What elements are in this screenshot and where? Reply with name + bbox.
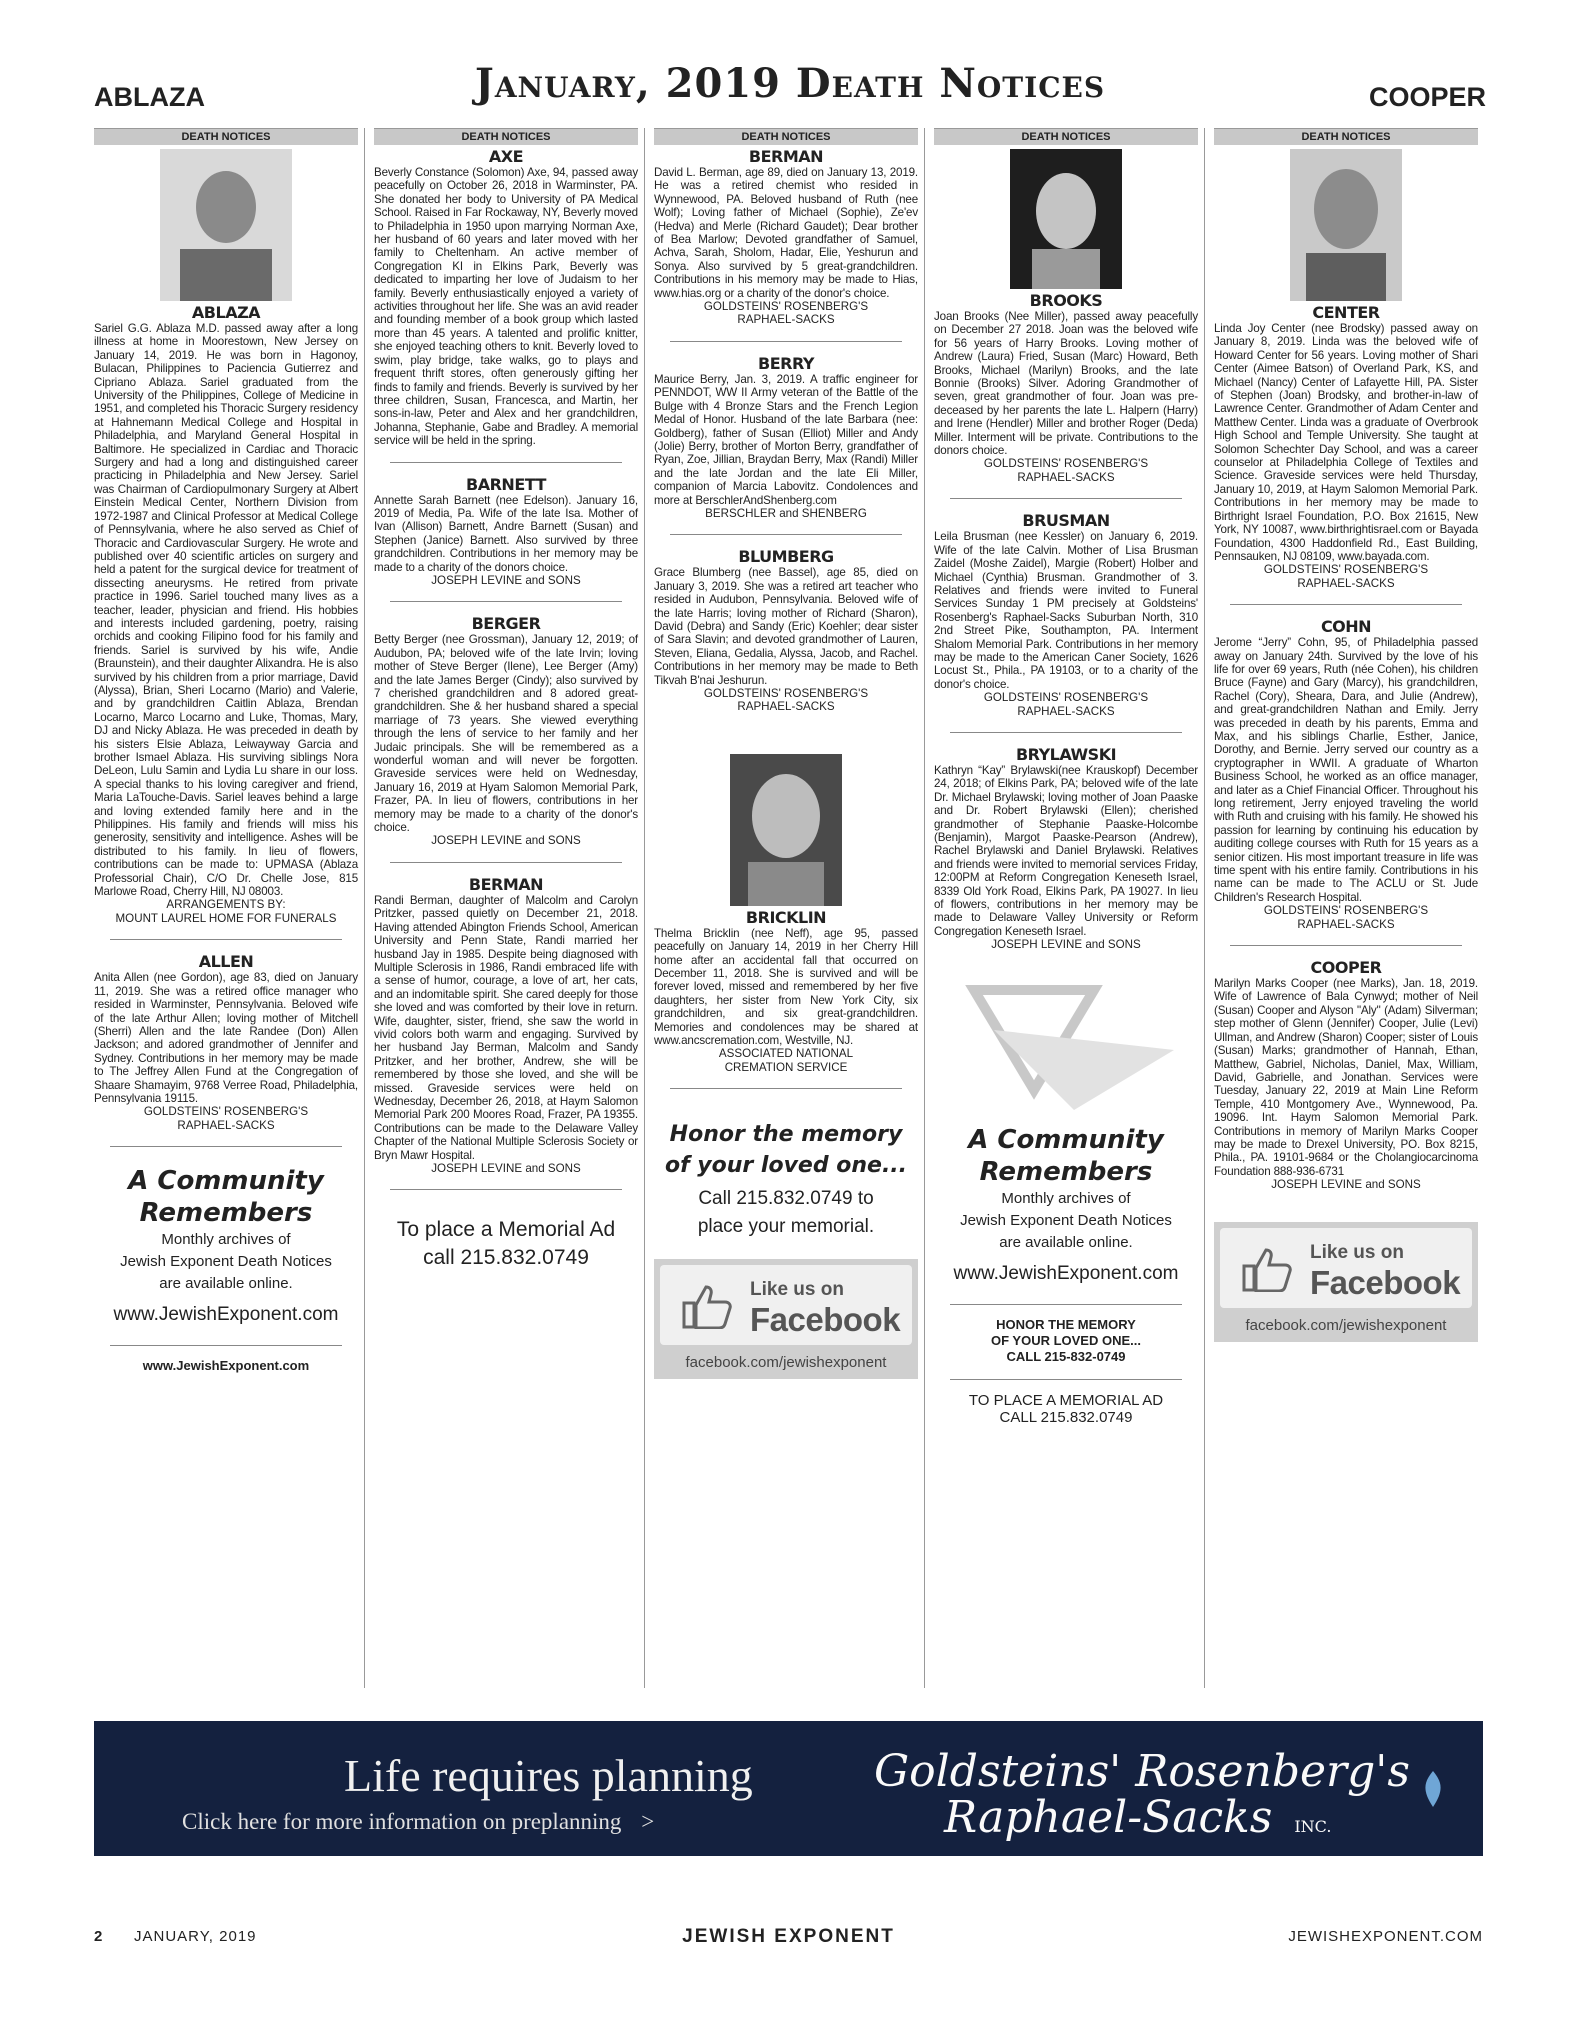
ad-title: Remembers xyxy=(139,1198,313,1229)
notice-name: BRYLAWSKI xyxy=(1015,744,1117,764)
notice-name: CENTER xyxy=(1312,303,1380,322)
facebook-like-text: Like us on xyxy=(1310,1241,1404,1263)
divider xyxy=(670,341,902,342)
header-last-name: COOPER xyxy=(1368,82,1486,112)
ad-title: A Community xyxy=(128,1166,324,1197)
facebook-name: Facebook xyxy=(750,1301,901,1339)
notice-name: BROOKS xyxy=(1029,291,1103,310)
divider xyxy=(110,1345,342,1346)
divider xyxy=(950,1304,1182,1305)
funeral-home: JOSEPH LEVINE and SONS xyxy=(991,938,1141,952)
column-1 xyxy=(94,128,358,1373)
funeral-home: GOLDSTEINS' ROSENBERG'S xyxy=(703,687,869,700)
notice-text: Marilyn Marks Cooper (nee Marks), Jan. 18, 2019. Wife of Lawrence of Bala Cynwyd; mother of Neil (Susan) Cooper and Alyson "Aly" (Adam) Silverman; step mother of Glenn (Jennifer) Cooper, Julie (Levi) Ullman, and Andrew (Sharon) Cooper; sister of Louis (Susan) Marks; grandmother of Hannah, Ethan, Matthew, Gabriel, Nicholas, Daniel, Max, William, David, Gabrielle, and Jonathan. Services were Tuesday, January 22, 2019 at Main Line Reform Temple, 410 Montgomery Ave., Wynnewood, Pa. 19096. Int. Haym Salomon Memorial Park. Contributions in memory of Marilyn Marks Cooper may be made to Drexel University, PO. Box 8215, Phila., PA. 19101-9684 or the Cholangiocarcinoma Foundation 888-936-6731 xyxy=(1214,977,1478,1178)
column-rule xyxy=(1204,128,1205,1688)
facebook-name: Facebook xyxy=(1310,1263,1461,1301)
ad-line: Jewish Exponent Death Notices xyxy=(960,1211,1172,1229)
community-remembers-ad[interactable] xyxy=(934,1124,1198,1290)
notice-text: Linda Joy Center (nee Brodsky) passed away on January 8, 2019. Linda was the beloved wife of Howard Center for 56 years. Loving mother of Shari Center (Aimee Batson) of Overland Park, KS, and Michael (Nancy) Center of Lafayette Hill, PA. Sister of Stephen (Joan) Brodsky, and brother-in-law of Lawrence Center. Grandmother of Adam Center and Matthew Center. Linda was a graduate of Overbrook High School and Temple University. She taught at Solomon Schechter Day School, and was a career counselor at Philadelphia College of Textiles and Science. Graveside services were held Thursday, January 10, 2019, at Haym Salomon Memorial Park. Contributions in her memory may be made to Birthright Israel Foundation, P.O. Box 21615, New York, NY 10087, www.birthrightisrael.com or Bayada Foundation, 4300 Haddonfield Rd., East Building, Pennsauken, NJ 08109, www.bayada.com. xyxy=(1214,322,1478,563)
divider xyxy=(1230,604,1462,605)
ad-line: Jewish Exponent Death Notices xyxy=(120,1253,332,1271)
divider xyxy=(1230,945,1462,946)
notice-name: BLUMBERG xyxy=(738,547,834,567)
logo-line xyxy=(874,1792,1410,1850)
page-header xyxy=(94,60,1486,118)
divider xyxy=(950,498,1182,499)
column-rule xyxy=(924,128,925,1688)
funeral-home: MOUNT LAUREL HOME FOR FUNERALS xyxy=(115,911,337,925)
page-number: 2 xyxy=(94,1928,103,1945)
funeral-home: RAPHAEL-SACKS xyxy=(1017,704,1115,718)
section-label: DEATH NOTICES xyxy=(934,128,1198,145)
funeral-home: JOSEPH LEVINE and SONS xyxy=(1271,1178,1421,1192)
flame-icon xyxy=(1413,1769,1453,1809)
funeral-home: RAPHAEL-SACKS xyxy=(1297,576,1395,590)
notice-text: Betty Berger (nee Grossman), January 12, 2019; of Audubon, PA; beloved wife of the late Irvin; loving mother of Steve Berger (Ilene), Lee Berger (Amy) and the late James Berger (Cindy); also survived by 7 cherished grandchildren and 8 adored great-grandchildren. She & her husband shared a special marriage of 73 years. She viewed everything through the lens of service to her family and her Judaic principals. She will be remembered as a wonderful woman and will never be forgotten. Graveside services were held on Wednesday, January 16, 2019 at Hyam Salomon Memorial Park, Frazer, PA. In lieu of flowers, contributions in her memory may be made to a charity of the donor's choice. xyxy=(374,633,638,835)
divider xyxy=(390,601,622,602)
funeral-home: GOLDSTEINS' ROSENBERG'S xyxy=(983,457,1149,471)
funeral-home: ARRANGEMENTS BY: xyxy=(166,898,286,912)
funeral-home: RAPHAEL-SACKS xyxy=(1017,470,1115,484)
funeral-home: GOLDSTEINS' ROSENBERG'S xyxy=(703,300,869,314)
column-rule xyxy=(644,128,645,1688)
divider xyxy=(390,862,622,863)
ad-line: Monthly archives of xyxy=(161,1231,291,1249)
facebook-ad[interactable] xyxy=(654,1259,918,1379)
ad-line: CALL 215.832.0749 xyxy=(999,1408,1133,1426)
notice-text: David L. Berman, age 89, died on January 13, 2019. He was a retired chemist who resided in Wynnewood, PA. Beloved husband of Ruth (nee Wolf); Loving father of Michael (Sophie), Ze'ev (Hedva) and Merle (Richard Gaudet); Dear brother of Bea Marlow; Devoted grandfather of Samuel, Achva, Sarah, Sholom, Hadar, Elie, Yeshurun and Sonya. Also survived by 5 great-grandchildren. Contributions in his memory may be made to Hias, www.hias.org or a charity of the donor's choice. xyxy=(654,166,918,300)
goldsteins-logo xyxy=(874,1746,1410,1850)
ad-line: TO PLACE A MEMORIAL AD xyxy=(968,1391,1164,1409)
notice-name: BERMAN xyxy=(748,147,824,166)
footer-date: JANUARY, 2019 xyxy=(134,1928,257,1945)
funeral-home: RAPHAEL-SACKS xyxy=(737,313,835,327)
thumbs-up-icon xyxy=(1240,1246,1294,1292)
star-of-david-graphic xyxy=(934,970,1198,1120)
funeral-home: GOLDSTEINS' ROSENBERG'S xyxy=(983,691,1149,705)
ad-line: CALL 215-832-0749 xyxy=(1006,1348,1126,1364)
funeral-home: GOLDSTEINS' ROSENBERG'S xyxy=(1263,563,1429,577)
honor-caps-ad[interactable] xyxy=(934,1317,1198,1365)
notice-text: Randi Berman, daughter of Malcolm and Carolyn Pritzker, passed quietly on December 21, 2018. Having attended Abington Friends School, American University and Penn State, Randi married her husband Jay in 1985. Despite being diagnosed with Multiple Sclerosis in 1986, Randi embraced life with a sense of humor, courage, a love of art, her cats, and an indomitable spirit. She cared deeply for those she loved and was comforted by their love in return. Wife, daughter, sister, friend, she saw the world in vivid colors both warm and engaging. Survived by her husband Jay Berman, Malcolm and Sandy Pritzker, and her brother, Andrew, she will be remembered by those she loved, and she will be missed. Graveside services were held on Wednesday, December 26, 2018, at Haym Salomon Memorial Park 200 Moores Road, Frazer, PA 19355. Contributions can be made to the Delaware Valley Chapter of the National Multiple Sclerosis Society or Bryn Mawr Hospital. xyxy=(374,893,638,1162)
ad-line: Monthly archives of xyxy=(1001,1189,1131,1207)
brooks-photo xyxy=(1010,149,1122,289)
divider xyxy=(110,939,342,940)
notice-text: Grace Blumberg (nee Bassel), age 85, died on January 3, 2019. She was a retired art teacher who resided in Audubon, Pennsylvania. Beloved wife of the late Harris; loving mother of Richard (Sharon), David (Debra) and Sandy (Eric) Koehler; dear sister of Sara Slavin; and devoted grandmother of Lauren, Steven, Eliana, Gedalia, Alyssa, Jacob, and Rachel. Contributions in her memory may be made to Beth Tikvah B'nai Jeshurun. xyxy=(654,566,918,687)
notice-name: BERRY xyxy=(758,353,814,373)
preplanning-banner-ad[interactable] xyxy=(94,1721,1483,1856)
notice-name: BERGER xyxy=(471,614,541,634)
footer-site[interactable]: JEWISHEXPONENT.COM xyxy=(1288,1928,1483,1945)
funeral-home: BERSCHLER and SHENBERG xyxy=(705,506,867,520)
funeral-home: ASSOCIATED NATIONAL xyxy=(718,1047,854,1061)
funeral-home: GOLDSTEINS' ROSENBERG'S xyxy=(143,1105,309,1119)
logo-text: Raphael-Sacks xyxy=(944,1792,1273,1843)
chevron-right-icon: > xyxy=(641,1809,655,1834)
memorial-caps-ad[interactable] xyxy=(934,1392,1198,1426)
divider xyxy=(390,1189,622,1190)
ad-title: Remembers xyxy=(979,1156,1153,1187)
community-remembers-ad[interactable] xyxy=(94,1165,358,1331)
center-photo xyxy=(1290,149,1402,301)
facebook-ad[interactable] xyxy=(1214,1222,1478,1342)
notice-name: COOPER xyxy=(1310,958,1382,978)
divider xyxy=(950,1379,1182,1380)
section-label: DEATH NOTICES xyxy=(1214,128,1478,145)
notice-name: ABLAZA xyxy=(191,303,261,322)
funeral-home: RAPHAEL-SACKS xyxy=(177,1118,275,1132)
ad-line: are available online. xyxy=(159,1275,293,1293)
divider xyxy=(670,534,902,535)
notice-text: Kathryn “Kay” Brylawski(nee Krauskopf) December 24, 2018; of Elkins Park, PA; beloved wife of the late Dr. Michael Brylawski; loving mother of Joan Paaske and Dr. Robert Brylawski (Ellen); cherished grandmother of Stephanie Paaske-Holcombe (Benjamin), Margot Paaske-Pearson (Andrew), Rachel Brylawski and Daniel Brylawski. Relatives and friends were invited to memorial services Friday, 12:00PM at Reform Congregation Keneseth Israel, 8339 Old York Road, Elkins Park, PA 19027. In lieu of flowers, contributions in her memory may be made to Delaware Valley University or Reform Congregation Keneseth Israel. xyxy=(934,763,1198,938)
notice-name: BRICKLIN xyxy=(745,907,827,927)
notice-text: Joan Brooks (Nee Miller), passed away peacefully on December 27 2018. Joan was the beloved wife for 56 years of Harry Brooks. Loving mother of Andrew (Laura) Fried, Susan (Marc) Howard, Beth Brooks, Michael (Marilyn) Brooks, and the late Bonnie (Brooks) Silver. Adoring Grandmother of seven, great grandmother of four. Joan was pre-deceased by her parents the late L. Halpern (Harry) and Irene (Hendler) Miller and brother Roger (Deda) Miller. Interment will be private. Contributions to the donors choice. xyxy=(934,310,1198,458)
notice-text: Jerome “Jerry” Cohn, 95, of Philadelphia passed away on January 24th. Survived by the love of his life for over 69 years, Ruth (née Cohen), his children Bruce (Fayne) and Gary (Marcy), his grandchildren, Rachel (Cory), Sheara, Dara, and Julie (Andrew), and great-grandchildren Nathan and Emily. Jerry was preceded in death by his parents, Emma and Max, and his siblings Charlie, Esther, Janice, Dorothy, and Bernie. Jerry served our country as a cryptographer in WWII. A graduate of Wharton Business School, he worked as an office manager, and later as a Chief Financial Officer. Throughout his long retirement, Jerry enjoyed traveling the world with Ruth and cruising with his family. He showed his passion for learning by continuing his education by auditing college courses with Ruth for 15 years as a senior citizen. His most important treasure in life was time spent with his entire family. Contributions in his name can be made to The ACLU or St. Jude Children's Research Hospital. xyxy=(1214,636,1478,904)
column-4 xyxy=(934,128,1198,1426)
banner-subline: Click here for more information on preplanning xyxy=(182,1809,622,1834)
section-label: DEATH NOTICES xyxy=(374,128,638,145)
logo-line: Goldsteins' Rosenberg's xyxy=(874,1746,1410,1797)
facebook-url[interactable]: facebook.com/jewishexponent xyxy=(685,1354,887,1372)
notice-name: BRUSMAN xyxy=(1022,511,1110,531)
ad-title: Honor the memory xyxy=(669,1122,903,1148)
notice-text: Sariel G.G. Ablaza M.D. passed away after a long illness at home in Moorestown, New Jersey on January 14, 2019. He was born in Hagonoy, Bulacan, Philippines to Paciencia Gutierrez and Cipriano Ablaza. Sariel graduated from the University of the Philippines, College of Medicine in 1951, and completed his Thoracic Surgery residency at Hahnemann Medical College and Hospital in Philadelphia, and Maryland General Hospital in Baltimore. He specialized in Cardiac and Thoracic Surgery and had a long and distinguished career practicing in Philadelphia and New Jersey. Sariel was Chairman of Cardiopulmonary Surgery at Albert Einstein Medical Center, Northern Division from 1972-1987 and Clinical Professor at Medical College of Pennsylvania, where he also served as Chief of Thoracic and Cardiovascular Surgery. He wrote and published over 40 scientific articles on surgery and held a patent for the surgical device for treatment of dissecting aneurysms. He retired from private practice in 1996. Sariel touched many lives as a teacher, leader, physician and friend. His hobbies and interests included gardening, poetry, raising orchids and cooking Filipino food for his family and friends. Sariel is survived by his wife, Andie (Braunstein), and their daughter Alixandra. He is also survived by his children from a prior marriage, David (Alyssa), Brian, Sheri Locarno (Mario) and Valerie, and by grandchildren Caitlin Ablaza, Brendan Locarno, Marco Locarno and Luke, Thomas, Mary, DJ and Nicky Ablaza. He was preceded in death by his sisters Elsie Ablaza, Leiwayway Garcia and brother Ismael Ablaza. His surviving siblings Nora DeLeon, Lulu Samin and Lydia Lu share in our loss. A special thanks to his loving caregiver and friend, Maria LaTouche-Davis. Sariel leaves behind a large and loving extended family here and in the Philippines. His family and friends will miss his generosity, sensitivity and intelligence. Ashes will be distributed to his family. In lieu of flowers, contributions can be made to: UPMASA (Ablaza Professorial Chair), C/O Dr. Chelle Jose, 815 Marlowe Road, Cherry Hill, NJ 08003. xyxy=(94,322,358,899)
column-2 xyxy=(374,128,638,1272)
notice-text: Maurice Berry, Jan. 3, 2019. A traffic engineer for PENNDOT, WW II Army veteran of the Battle of the Bulge with 4 Bronze Stars and the French Legion Medal of Honor. Husband of the late Barbara (nee: Goldberg), father of Susan (Elliot) Miller and Andy (Jolie) Berry, brother of Morton Berry, grandfather of Ryan, Zoe, Jillian, Braydan Berry, Max (Randi) Miller and the late Jordan and the late Eli Miller, companion of Marcia Labovitz. Condolences and more at BerschlerAndShenberg.com xyxy=(654,372,918,507)
funeral-home: JOSEPH LEVINE and SONS xyxy=(431,573,581,587)
column-3 xyxy=(654,128,918,1379)
funeral-home: JOSEPH LEVINE and SONS xyxy=(431,1162,581,1175)
ad-line: To place a Memorial Ad xyxy=(396,1218,616,1242)
funeral-home: CREMATION SERVICE xyxy=(724,1060,848,1074)
divider xyxy=(110,1146,342,1147)
ablaza-photo xyxy=(160,149,292,301)
page-footer xyxy=(94,1928,1483,1948)
divider xyxy=(670,1088,902,1089)
website-link[interactable]: www.JewishExponent.com xyxy=(953,1262,1179,1284)
funeral-home: JOSEPH LEVINE and SONS xyxy=(431,834,581,848)
notice-name: BERMAN xyxy=(468,874,544,894)
funeral-home: RAPHAEL-SACKS xyxy=(1297,917,1395,931)
honor-memory-ad[interactable] xyxy=(654,1119,918,1241)
divider xyxy=(390,462,622,463)
ad-line: are available online. xyxy=(999,1233,1133,1251)
banner-link[interactable] xyxy=(182,1809,654,1835)
section-label: DEATH NOTICES xyxy=(654,128,918,145)
facebook-badge xyxy=(1220,1228,1472,1308)
divider xyxy=(950,732,1182,733)
notice-name: COHN xyxy=(1320,617,1372,637)
funeral-home: RAPHAEL-SACKS xyxy=(737,700,835,714)
thumbs-up-icon xyxy=(680,1283,734,1329)
section-label: DEATH NOTICES xyxy=(94,128,358,145)
ad-title: of your loved one... xyxy=(664,1153,908,1179)
bricklin-photo xyxy=(730,754,842,906)
facebook-url[interactable]: facebook.com/jewishexponent xyxy=(1245,1316,1447,1334)
page-title: January, 2019 Death Notices xyxy=(474,60,1106,107)
ad-line: HONOR THE MEMORY xyxy=(996,1316,1136,1332)
memorial-ad[interactable] xyxy=(374,1216,638,1272)
facebook-badge xyxy=(660,1265,912,1345)
notice-text: Leila Brusman (nee Kessler) on January 6, 2019. Wife of the late Calvin. Mother of Lisa Brusman Zaidel (Moshe Zaidel), Margie (Robert) Holber and Michael (Cynthia) Brusman. Grandmother of 3. Relatives and friends were invited to Funeral Services Sunday 1 PM precisely at Goldsteins' Rosenberg's Raphael-Sacks Suburban North, 310 2nd Street Pike, Southampton, PA. Interment Shalom Memorial Park. Contributions in her memory may be made to the American Caner Society, 1626 Locust St., Phila., PA 19103, or to a charity of the donor's choice. xyxy=(934,530,1198,691)
notice-text: Thelma Bricklin (nee Neff), age 95, passed peacefully on January 14, 2019 in her Cherry Hill home after an accidental fall that occurred on December 11, 2018. She is survived and will be forever loved, missed and remembered by her five daughters, her sister from New York City, six grandchildren, and six great-grandchildren. Memories and condolences may be shared at www.ancscremation.com, Westville, NJ. xyxy=(654,926,918,1048)
notice-text: Beverly Constance (Solomon) Axe, 94, passed away peacefully on October 26, 2018 in Warminster, PA. She donated her body to University of PA Medical School. Raised in Far Rockaway, NY, Beverly moved to Philadelphia in 1950 upon marrying Norman Axe, her husband of 60 years and later moved with her family to Cheltenham. An active member of Congregation KI in Elkins Park, Beverly was dedicated to imparting her love of Judaism to her family. Beverly enthusiastically enjoyed a variety of activities throughout her life. She was an avid reader and founding member of a book group which lasted more than 45 years. A talented and prolific knitter, she enjoyed teaching others to knit. Beverly loved to swim, play bridge, take walks, go to plays and frequent thrift stores, often generously gifting her finds to family and friends. Beverly is survived by her three children, Susan, Francesca, and Martin, her sons-in-law, Peter and Alex and her grandchildren, Johanna, Stephanie, Gabe and Bradley. A memorial service will be held in the spring. xyxy=(374,166,638,448)
header-first-name: ABLAZA xyxy=(94,82,205,112)
ad-line: Call 215.832.0749 to xyxy=(698,1188,874,1210)
notice-name: AXE xyxy=(488,147,524,166)
ad-line: OF YOUR LOVED ONE... xyxy=(990,1332,1141,1348)
notice-name: ALLEN xyxy=(198,952,254,972)
ad-line: call 215.832.0749 xyxy=(423,1246,589,1270)
publication-name: JEWISH EXPONENT xyxy=(682,1926,895,1947)
funeral-home: GOLDSTEINS' ROSENBERG'S xyxy=(1263,904,1429,918)
column-rule xyxy=(364,128,365,1688)
notice-name: BARNETT xyxy=(466,474,546,494)
column-5 xyxy=(1214,128,1478,1342)
website-link[interactable]: www.JewishExponent.com xyxy=(142,1358,310,1374)
logo-inc: INC. xyxy=(1294,1817,1332,1836)
notice-text: Anita Allen (nee Gordon), age 83, died on January 11, 2019. She was a retired office manager who resided in Warminster, Pennsylvania. Beloved wife of the late Arthur Allen; loving mother of Mitchell (Sherri) Allen and the late Randee (Don) Allen Jackson; and adored grandmother of Jennifer and Sydney. Contributions in her memory may be made to The Jeffrey Allen Fund at the Congregation of Shaare Shamayim, 9768 Verree Road, Philadelphia, Pennsylvania 19115. xyxy=(94,971,358,1105)
ad-title: A Community xyxy=(968,1124,1164,1155)
facebook-like-text: Like us on xyxy=(750,1279,844,1301)
notice-text: Annette Sarah Barnett (nee Edelson). January 16, 2019 of Media, Pa. Wife of the late Isa. Mother of Ivan (Allison) Barnett, Andre Barnett (Susan) and Stephen (Janice) Barnett. Also survived by three grandchildren. Contributions in her memory may be made to a charity of the donors choice. xyxy=(374,493,638,574)
website-link[interactable]: www.JewishExponent.com xyxy=(113,1304,339,1326)
banner-headline: Life requires planning xyxy=(344,1750,753,1801)
ad-line: place your memorial. xyxy=(697,1216,875,1238)
